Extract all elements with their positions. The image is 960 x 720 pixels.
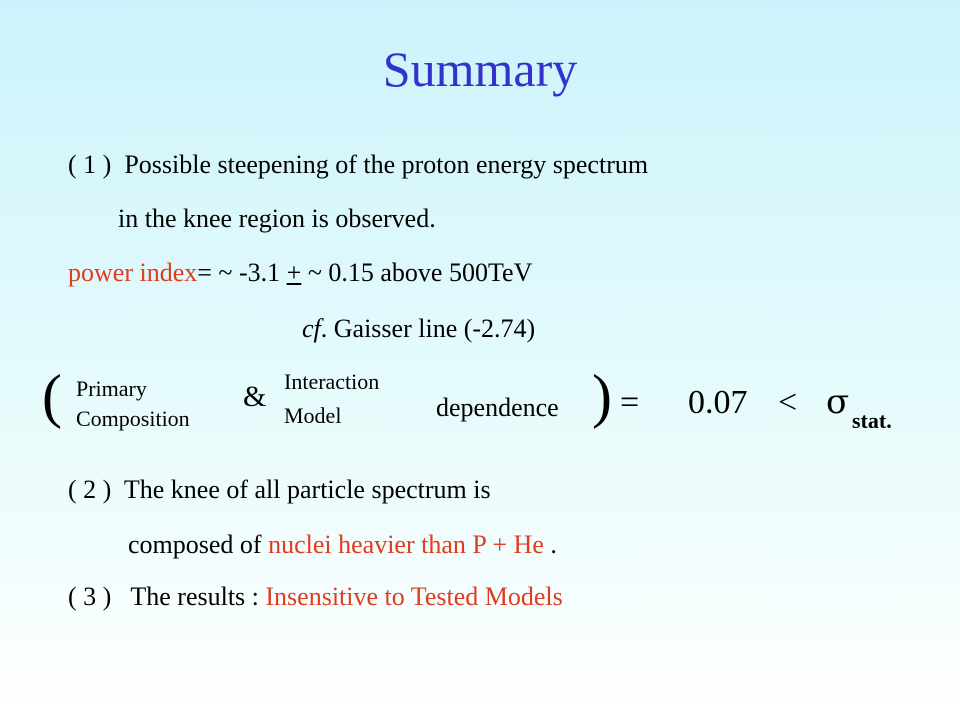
primary-label: Primary bbox=[76, 376, 147, 401]
item2-marker: ( 2 ) bbox=[68, 475, 112, 504]
interaction-label: Interaction bbox=[284, 369, 380, 394]
power-index-label: power index bbox=[68, 258, 198, 287]
item1-marker: ( 1 ) bbox=[68, 150, 112, 179]
item2-line1 bbox=[68, 475, 491, 505]
gaisser-text: . Gaisser line (-2.74) bbox=[320, 314, 536, 343]
plus-minus-sign: + bbox=[286, 258, 302, 287]
equals-sign: = bbox=[620, 384, 640, 421]
power-index-value-b: ~ 0.15 above 500TeV bbox=[301, 258, 533, 287]
item3-line bbox=[68, 582, 563, 612]
sigma-subscript: stat. bbox=[852, 408, 892, 433]
model-label: Model bbox=[284, 403, 342, 428]
formula-close-paren: ) bbox=[592, 363, 612, 429]
formula-open-paren: ( bbox=[42, 363, 62, 429]
power-index-value-a: = ~ -3.1 bbox=[197, 258, 287, 287]
item1-line1 bbox=[68, 150, 648, 180]
item1-text1: Possible steepening of the proton energy spectrum bbox=[124, 150, 649, 179]
slide-title: Summary bbox=[382, 41, 578, 97]
cf-abbrev: cf bbox=[302, 314, 321, 343]
item3-marker: ( 3 ) bbox=[68, 582, 112, 611]
less-than-sign: < bbox=[778, 384, 798, 421]
nuclei-heavier-text: nuclei heavier than P + He bbox=[268, 530, 544, 559]
item2-text2a: composed of bbox=[128, 530, 269, 559]
power-index-line bbox=[68, 258, 532, 288]
insensitive-text: Insensitive to Tested Models bbox=[265, 582, 563, 611]
item2-text2b: . bbox=[543, 530, 557, 559]
dependence-label: dependence bbox=[436, 393, 559, 422]
item2-line2 bbox=[128, 530, 557, 560]
sigma-symbol: σ bbox=[826, 382, 850, 422]
item2-text1: The knee of all particle spectrum is bbox=[123, 475, 491, 504]
item1-line2: in the knee region is observed. bbox=[118, 204, 436, 233]
gaisser-line bbox=[302, 314, 535, 344]
item3-text-a: The results : bbox=[130, 582, 266, 611]
composition-label: Composition bbox=[76, 406, 190, 431]
ampersand: & bbox=[243, 380, 267, 413]
formula-value: 0.07 bbox=[688, 384, 748, 421]
